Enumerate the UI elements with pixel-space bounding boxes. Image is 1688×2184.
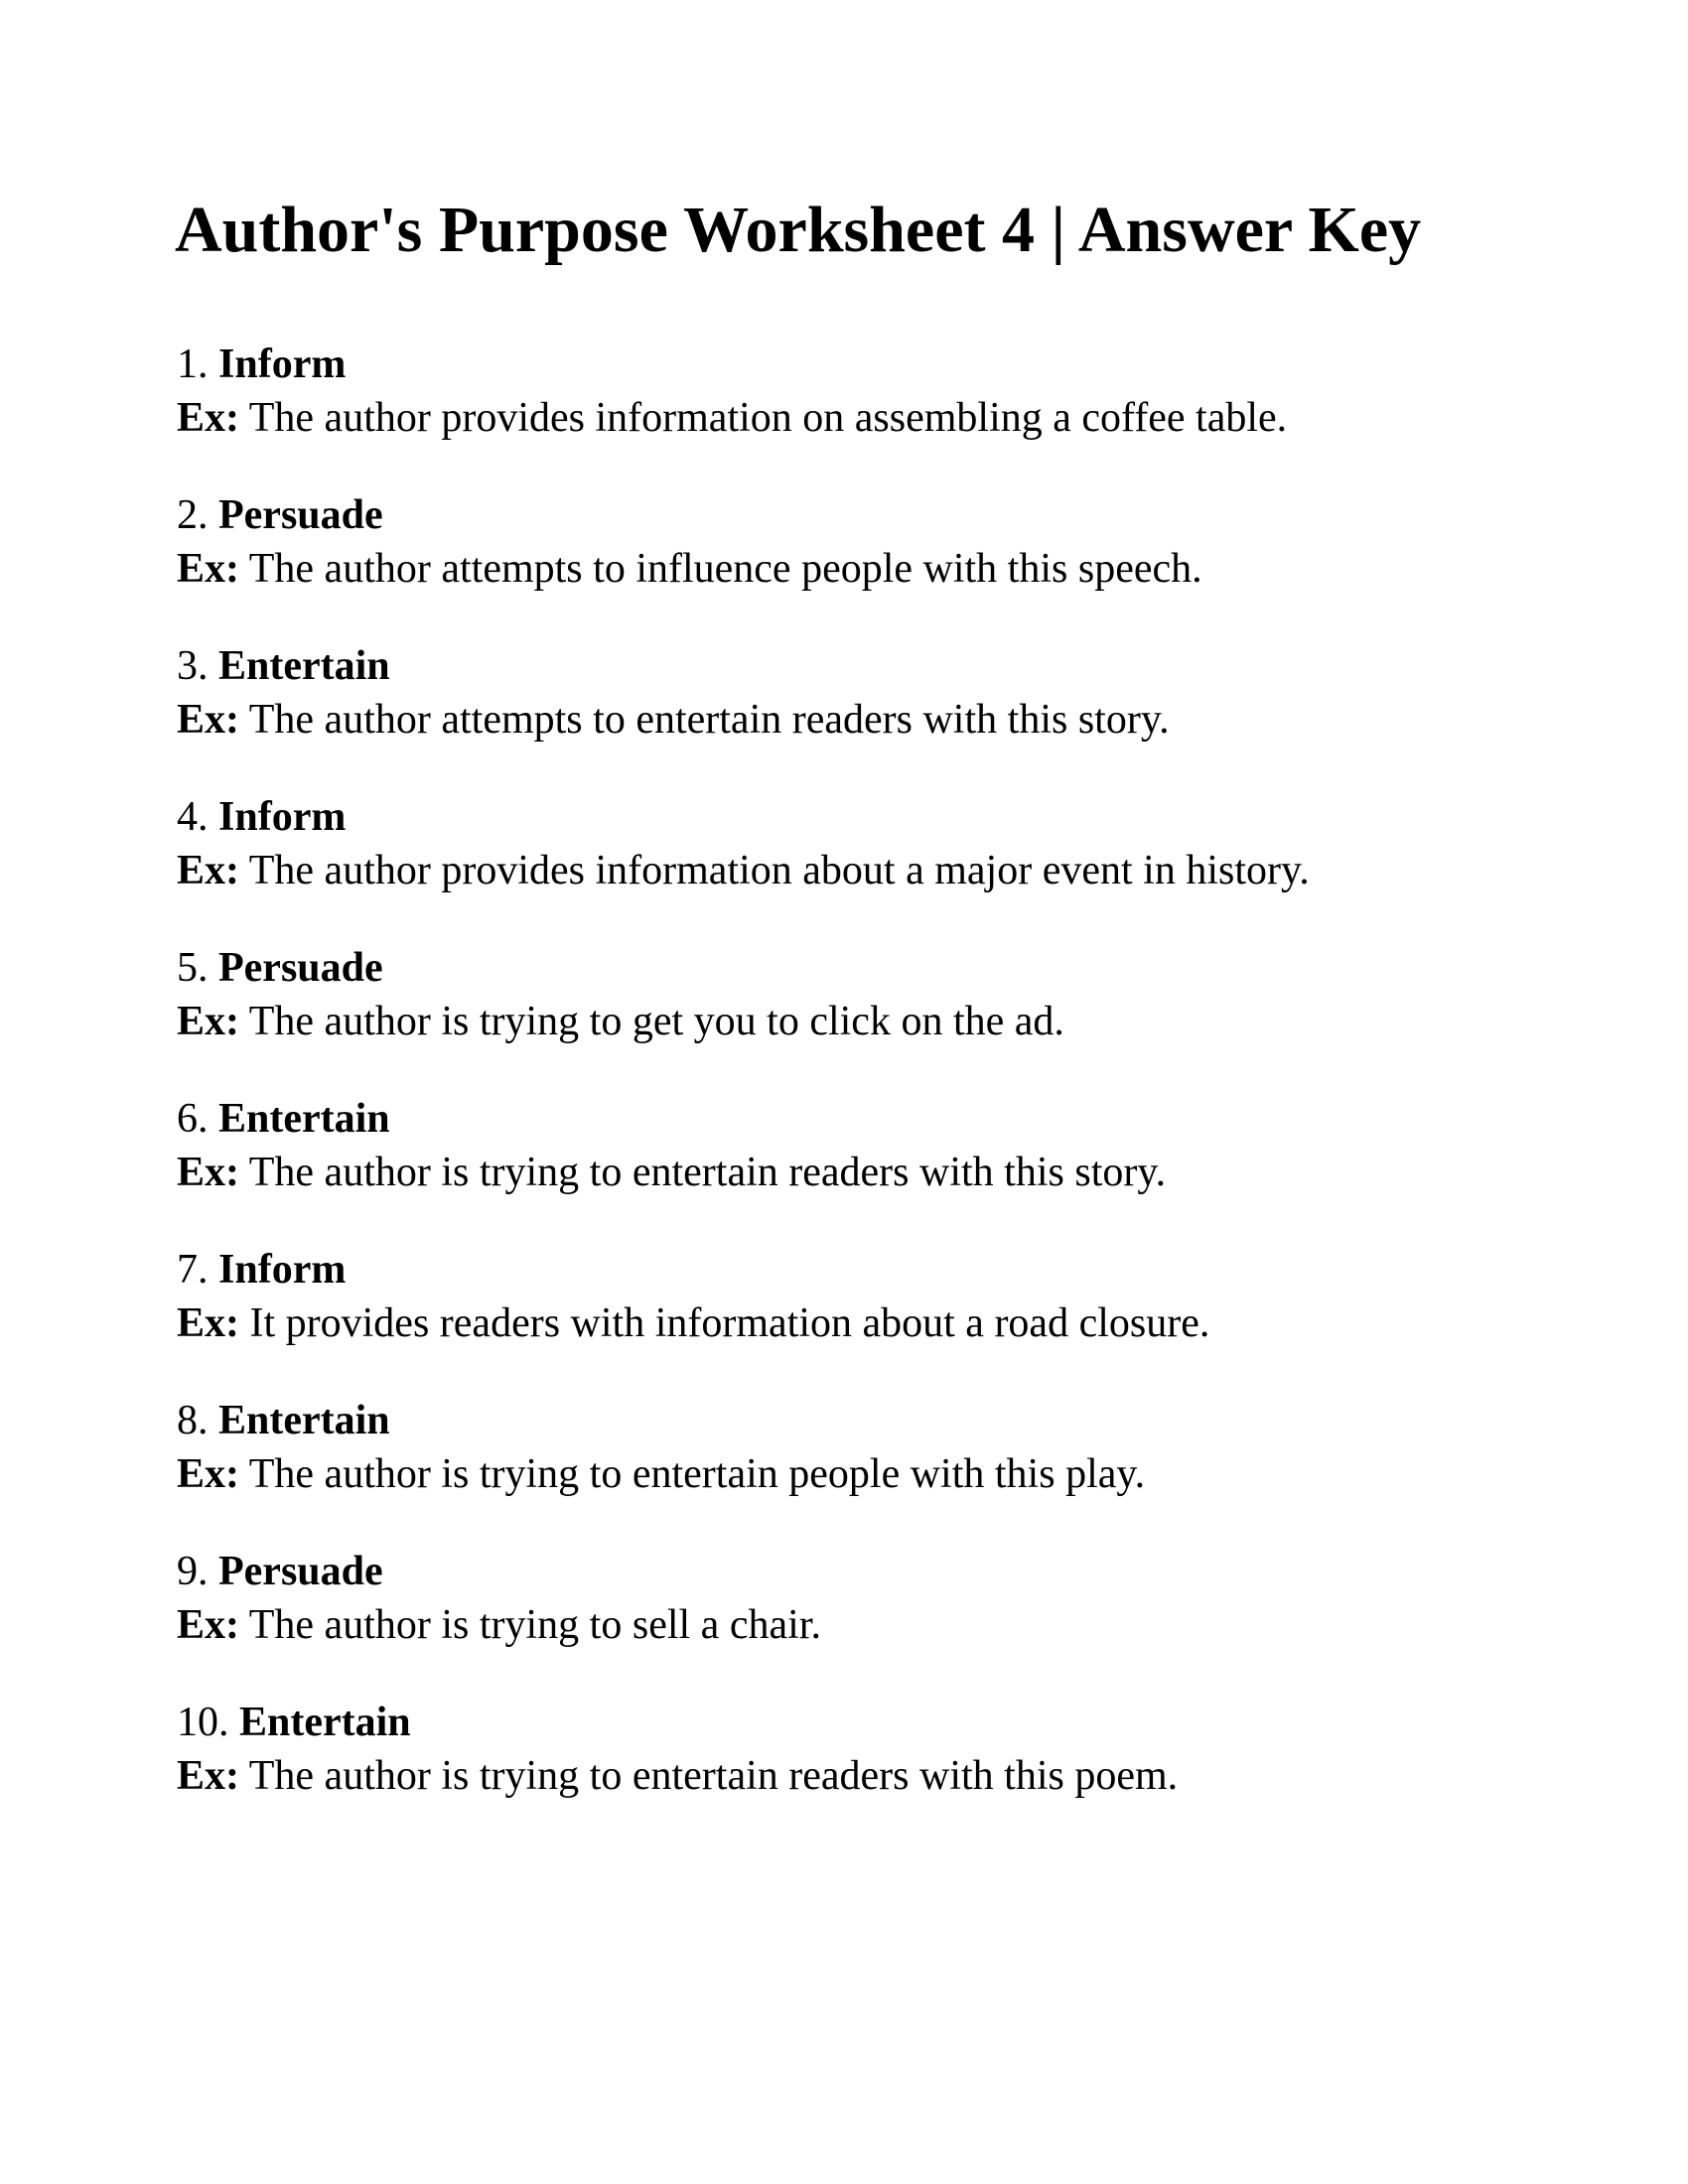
example-label: Ex: (177, 1300, 239, 1346)
item-answer: Inform (218, 794, 347, 840)
answer-item (177, 1243, 1569, 1350)
answer-item (177, 1696, 1569, 1803)
item-answer: Persuade (218, 945, 383, 991)
answer-line (177, 1092, 1569, 1146)
answer-item (177, 790, 1569, 897)
example-line (177, 542, 1569, 596)
example-line (177, 1146, 1569, 1199)
answer-line (177, 941, 1569, 995)
example-label: Ex: (177, 1753, 239, 1799)
example-label: Ex: (177, 1451, 239, 1497)
example-text: It provides readers with information about a road closure. (249, 1300, 1210, 1346)
example-line (177, 693, 1569, 747)
example-line (177, 1297, 1569, 1350)
answer-list (177, 338, 1569, 1846)
item-answer: Entertain (218, 1096, 390, 1142)
example-text: The author is trying to entertain people with this play. (248, 1451, 1146, 1497)
answer-line (177, 338, 1569, 391)
item-answer: Persuade (218, 1549, 383, 1594)
item-answer: Inform (218, 1247, 347, 1293)
answer-line (177, 488, 1569, 542)
example-line (177, 995, 1569, 1048)
item-number: 4. (177, 794, 209, 840)
example-label: Ex: (177, 1150, 239, 1195)
example-text: The author attempts to entertain readers with this story. (248, 697, 1170, 743)
example-text: The author is trying to entertain readers with this story. (248, 1150, 1167, 1195)
item-number: 1. (177, 341, 209, 387)
answer-line (177, 1394, 1569, 1447)
example-text: The author is trying to sell a chair. (248, 1602, 821, 1648)
example-line (177, 391, 1569, 445)
answer-item (177, 338, 1569, 445)
answer-line (177, 1243, 1569, 1297)
example-line (177, 1749, 1569, 1803)
item-answer: Entertain (218, 1398, 390, 1443)
answer-item (177, 1545, 1569, 1652)
answer-line (177, 639, 1569, 693)
example-label: Ex: (177, 1602, 239, 1648)
example-text: The author is trying to entertain readers with this poem. (248, 1753, 1179, 1799)
item-number: 8. (177, 1398, 209, 1443)
example-text: The author provides information on assembling a coffee table. (248, 395, 1288, 441)
example-text: The author provides information about a major event in history. (248, 848, 1310, 893)
answer-item (177, 1394, 1569, 1501)
example-text: The author attempts to influence people with this speech. (248, 546, 1202, 592)
item-number: 7. (177, 1247, 209, 1293)
item-answer: Persuade (218, 492, 383, 538)
answer-item (177, 1092, 1569, 1199)
item-number: 3. (177, 643, 209, 689)
answer-item (177, 488, 1569, 596)
example-text: The author is trying to get you to click on the ad. (248, 999, 1064, 1044)
example-line (177, 844, 1569, 897)
item-number: 5. (177, 945, 209, 991)
item-number: 2. (177, 492, 209, 538)
example-label: Ex: (177, 697, 239, 743)
item-number: 6. (177, 1096, 209, 1142)
example-label: Ex: (177, 395, 239, 441)
answer-line (177, 1696, 1569, 1749)
item-number: 9. (177, 1549, 209, 1594)
page-title: Author's Purpose Worksheet 4 | Answer Key (175, 194, 1422, 267)
item-answer: Entertain (218, 643, 390, 689)
item-answer: Inform (218, 341, 347, 387)
answer-line (177, 1545, 1569, 1598)
example-label: Ex: (177, 546, 239, 592)
answer-line (177, 790, 1569, 844)
answer-item (177, 941, 1569, 1048)
example-label: Ex: (177, 999, 239, 1044)
item-number: 10. (177, 1700, 229, 1745)
example-line (177, 1447, 1569, 1501)
item-answer: Entertain (239, 1700, 411, 1745)
answer-item (177, 639, 1569, 747)
example-line (177, 1598, 1569, 1652)
example-label: Ex: (177, 848, 239, 893)
